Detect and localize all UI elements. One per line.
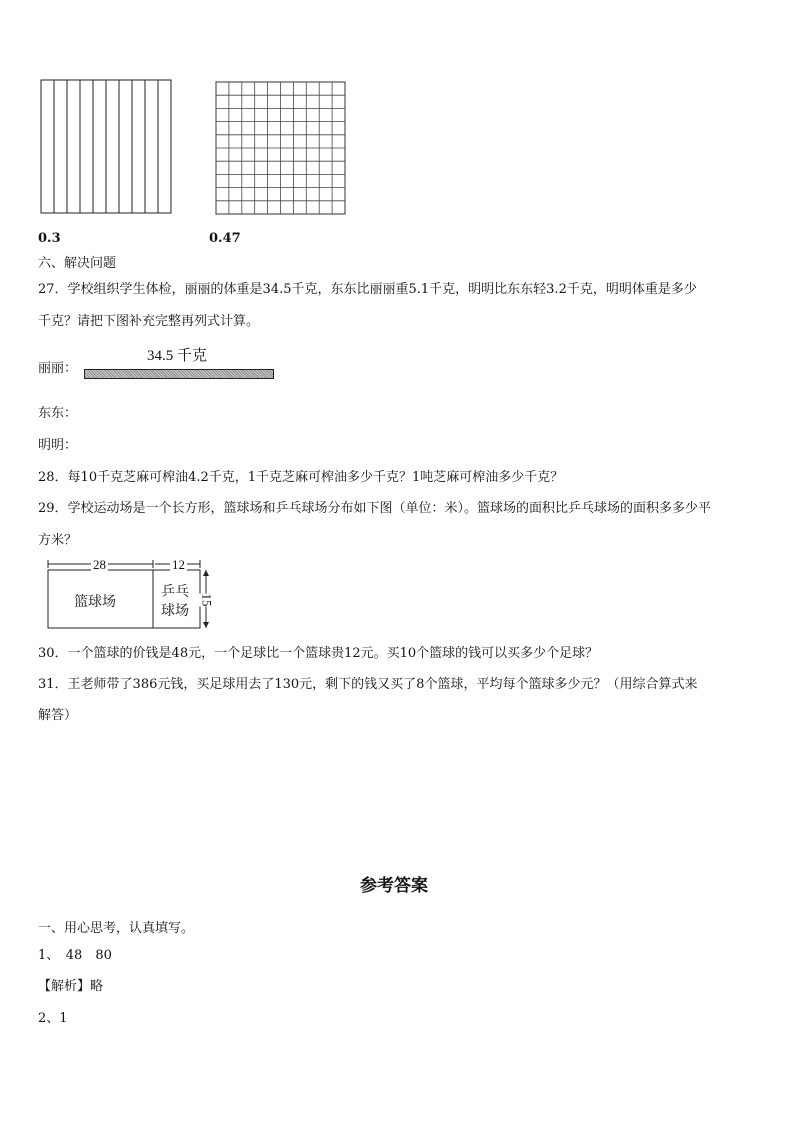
grid-figure-label: 0.47 xyxy=(209,231,241,246)
lili-weight-bar xyxy=(84,369,274,379)
q29-line1: 29．学校运动场是一个长方形，篮球场和乒乓球场分布如下图（单位：米）。篮球场的面积比乒乓球场的面积多多少平 xyxy=(38,501,712,516)
pingpong-court-label-2: 球场 xyxy=(161,603,189,619)
answer-1: 1、 48 80 xyxy=(38,948,112,963)
answers-title: 参考答案 xyxy=(360,876,428,896)
answer-1-analysis: 【解析】略 xyxy=(38,979,104,994)
dongdong-label: 东东： xyxy=(38,406,78,421)
answers-section1: 一、用心思考，认真填写。 xyxy=(38,921,195,936)
q31-line1: 31．王老师带了386元钱，买足球用去了130元，剩下的钱又买了8个篮球，平均每个篮球多少元？（用综合算式来 xyxy=(38,677,698,692)
lili-label: 丽丽： xyxy=(38,361,78,376)
pingpong-court-label-1: 乒乓 xyxy=(161,584,189,600)
decimal-grid-figure xyxy=(215,81,346,215)
q29-line2: 方米？ xyxy=(38,533,78,548)
basketball-court-label: 篮球场 xyxy=(74,594,116,610)
q30-text: 30．一个篮球的价钱是48元，一个足球比一个篮球贵12元。买10个篮球的钱可以买多少个足球？ xyxy=(38,646,599,661)
mingming-label: 明明： xyxy=(38,438,78,453)
dim-basketball-label: 28 xyxy=(93,557,106,572)
lili-bar-label: 34.5 千克 xyxy=(147,348,208,364)
q31-line2: 解答） xyxy=(38,708,78,723)
section6-heading: 六、解决问题 xyxy=(38,256,117,271)
decimal-strip-figure xyxy=(40,79,172,214)
strip-figure-label: 0.3 xyxy=(38,231,61,246)
sports-field-diagram xyxy=(40,556,220,632)
q27-line2: 千克？请把下图补充完整再列式计算。 xyxy=(38,314,260,329)
q27-line1: 27．学校组织学生体检，丽丽的体重是34.5千克，东东比丽丽重5.1千克，明明比东东轻3.2千克，明明体重是多少 xyxy=(38,282,697,297)
dim-height-label: 15 xyxy=(199,593,215,607)
dim-pingpong-label: 12 xyxy=(172,557,185,572)
answer-2: 2、1 xyxy=(38,1011,68,1026)
q28-text: 28．每10千克芝麻可榨油4.2千克，1千克芝麻可榨油多少千克？1吨芝麻可榨油多少千克？ xyxy=(38,470,564,485)
